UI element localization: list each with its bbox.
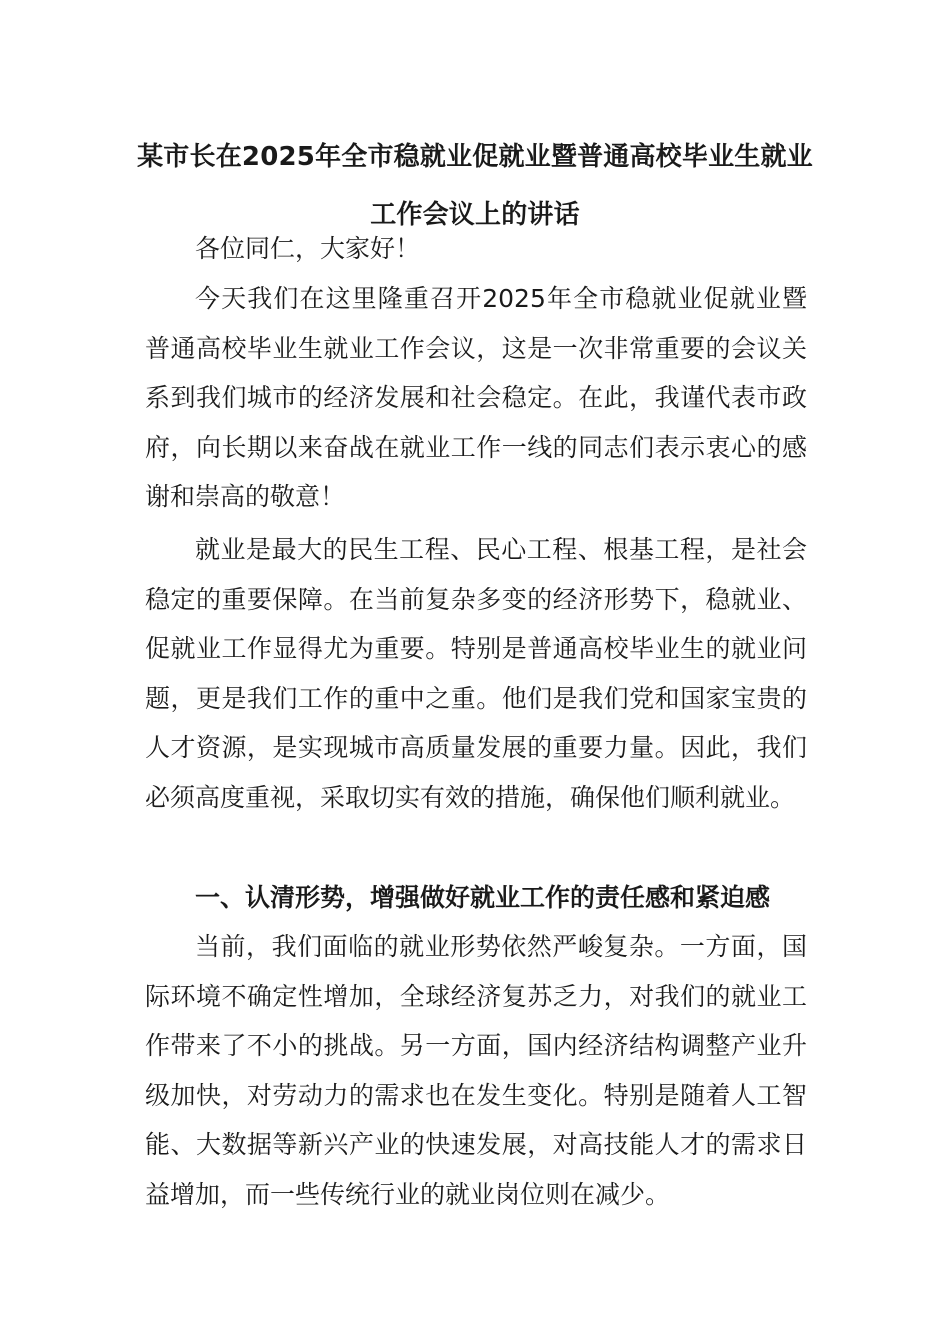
section-heading: 一、认清形势，增强做好就业工作的责任感和紧迫感 — [195, 883, 771, 912]
situation-paragraph: 当前，我们面临的就业形势依然严峻复杂。一方面，国际环境不确定性增加，全球经济复苏乏力，对我们的就业工作带来了不小的挑战。另一方面，国内经济结构调整产业升级加快，对劳动力的需求也在发生变化。特别是随着人工智能、大数据等新兴产业的快速发展，对高技能人才的需求日益增加，而一些传统行业的就业岗位则在减少。 — [145, 932, 807, 1209]
intro-paragraph: 今天我们在这里隆重召开2025年全市稳就业促就业暨普通高校毕业生就业工作会议，这是一次非常重要的会议关系到我们城市的经济发展和社会稳定。在此，我谨代表市政府，向长期以来奋战在就业工作一线的同志们表示衷心的感谢和崇高的敬意！ — [145, 284, 807, 511]
importance-paragraph: 就业是最大的民生工程、民心工程、根基工程，是社会稳定的重要保障。在当前复杂多变的经济形势下，稳就业、促就业工作显得尤为重要。特别是普通高校毕业生的就业问题，更是我们工作的重中之重。他们是我们党和国家宝贵的人才资源，是实现城市高质量发展的重要力量。因此，我们必须高度重视，采取切实有效的措施，确保他们顺利就业。 — [145, 535, 807, 812]
greeting-paragraph: 各位同仁，大家好！ — [195, 234, 421, 263]
document-title: 某市长在2025年全市稳就业促就业暨普通高校毕业生就业工作会议上的讲话 — [137, 142, 813, 230]
